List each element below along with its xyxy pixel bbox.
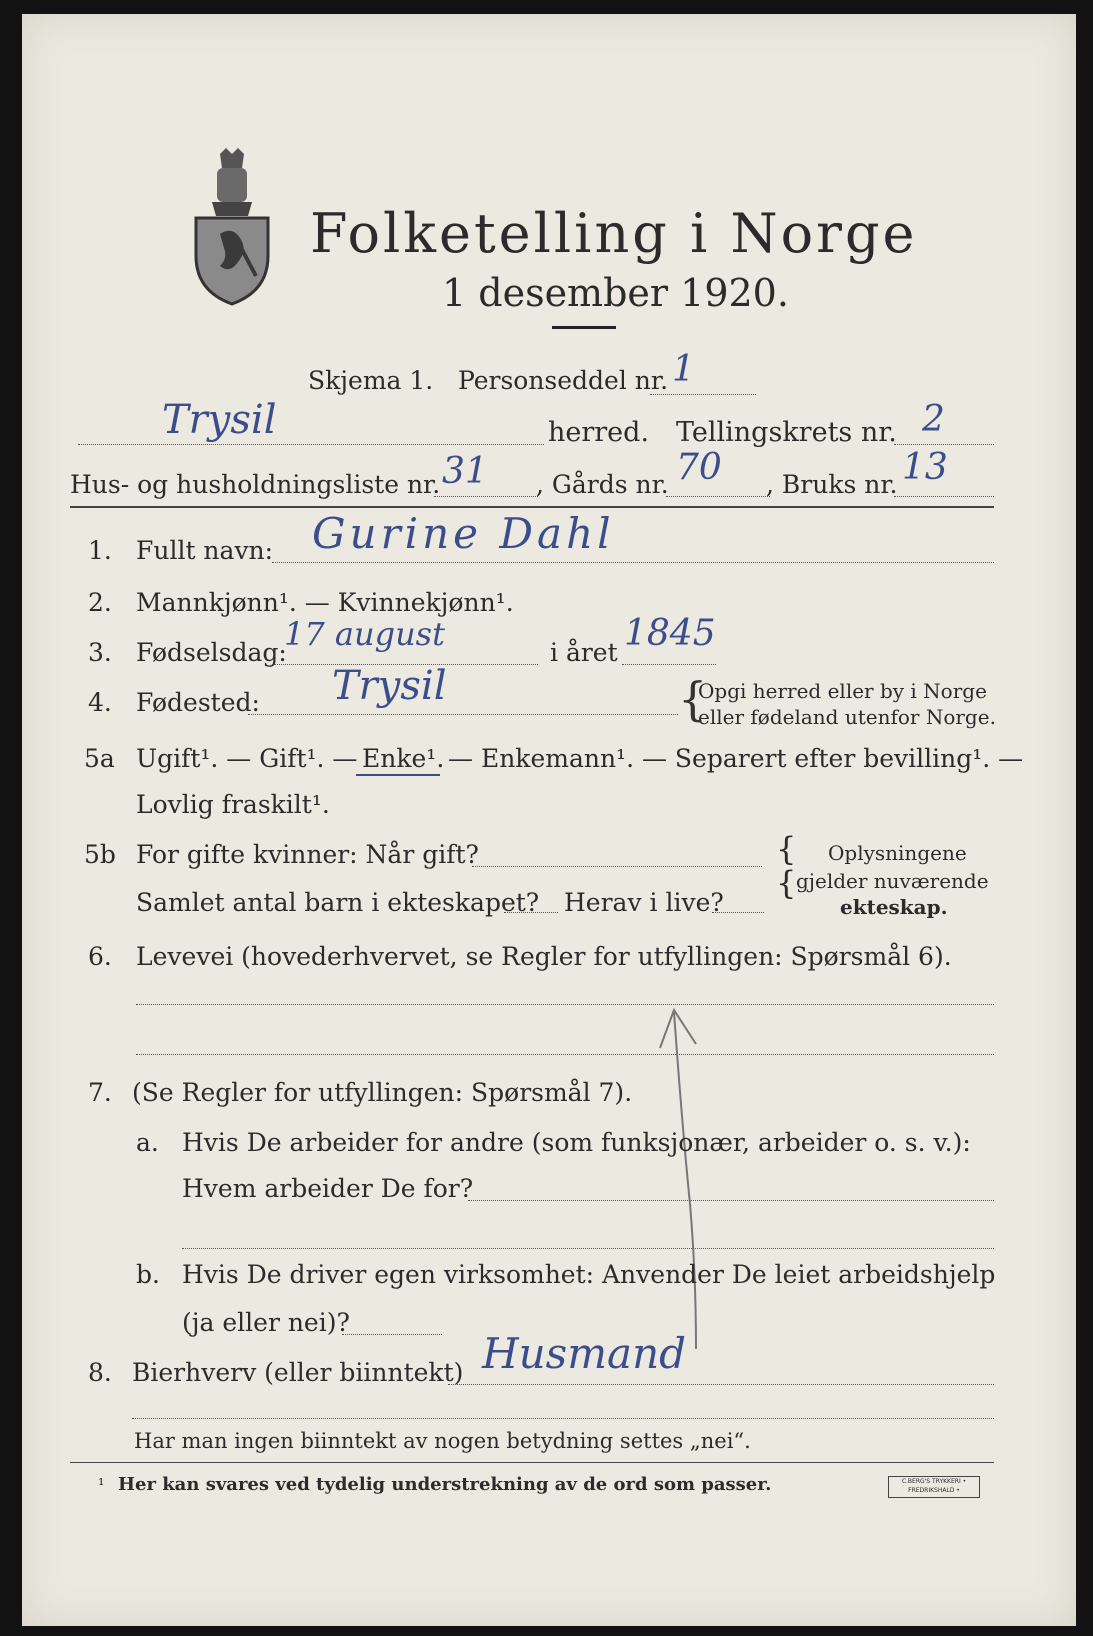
q6-line1	[136, 1004, 994, 1005]
tellingskrets-line	[894, 444, 994, 445]
printer-stamp-text: C.BERG'S TRYKKERI • FREDRIKSHALD •	[901, 1478, 967, 1494]
personseddel-label: Personseddel nr.	[458, 366, 669, 395]
personseddel-line	[650, 394, 756, 395]
footnote: Her kan svares ved tydelig understrekning av de ord som passer.	[118, 1474, 772, 1495]
q4-number: 4.	[88, 688, 112, 717]
q8-number: 8.	[88, 1358, 112, 1387]
husliste-line	[434, 496, 538, 497]
q1-label: Fullt navn:	[136, 536, 274, 565]
q7a-line2: Hvem arbeider De for?	[182, 1174, 474, 1203]
form-title: Folketelling i Norge	[310, 202, 918, 265]
q7a-letter: a.	[136, 1128, 159, 1157]
q7b-line1: Hvis De driver egen virksomhet: Anvender De leiet arbeidshjelp	[182, 1260, 996, 1289]
q7a-line1: Hvis De arbeider for andre (som funksjonær, arbeider o. s. v.):	[182, 1128, 971, 1157]
header-rule	[70, 506, 994, 508]
footer-rule	[70, 1462, 994, 1463]
q5b-barn: Samlet antal barn i ekteskapet?	[136, 888, 540, 917]
census-form	[22, 14, 1076, 1626]
printer-stamp	[888, 1476, 980, 1498]
q5b-line1: For gifte kvinner: Når gift?	[136, 840, 479, 869]
q5b-live: Herav i live?	[564, 888, 724, 917]
q6-label: Levevei (hovederhvervet, se Regler for utfyllingen: Spørsmål 6).	[136, 942, 952, 971]
census-date: 1 desember 1920.	[442, 271, 789, 315]
q5a-number: 5a	[84, 744, 115, 773]
q7b-letter: b.	[136, 1260, 160, 1289]
tellingskrets-label: Tellingskrets nr.	[676, 417, 897, 448]
q5b-number: 5b	[84, 840, 116, 869]
q3-label: Fødselsdag:	[136, 638, 287, 667]
husliste-label: Hus- og husholdningsliste nr.	[70, 470, 441, 499]
q7a-extra-line	[182, 1248, 994, 1249]
q5a-options-start: Ugift¹. — Gift¹. —	[136, 744, 358, 773]
herred-line	[78, 444, 544, 445]
gards-label: , Gårds nr.	[536, 470, 669, 499]
q7b-line	[342, 1334, 442, 1335]
q8-label: Bierhverv (eller biinntekt)	[132, 1358, 464, 1387]
husliste-value: 31	[442, 451, 488, 492]
footer-note: Har man ingen biinntekt av nogen betydning settes „nei“.	[134, 1429, 751, 1453]
q3-year-value: 1845	[624, 613, 716, 654]
q1-number: 1.	[88, 536, 112, 565]
q3-number: 3.	[88, 638, 112, 667]
gards-line	[666, 496, 770, 497]
bruks-label: , Bruks nr.	[766, 470, 898, 499]
q5a-options-end: — Enkemann¹. — Separert efter bevilling¹. —	[448, 744, 1024, 773]
q5a-fraskilt: Lovlig fraskilt¹.	[136, 790, 330, 819]
q4-note-line2: eller fødeland utenfor Norge.	[698, 705, 996, 729]
q5b-note-line1: Oplysningene	[828, 841, 967, 865]
q5b-gift-line	[472, 866, 762, 867]
enke-underline	[356, 774, 440, 776]
q3-year-label: i året	[550, 638, 618, 667]
bruks-line	[894, 496, 994, 497]
q5b-barn-line	[504, 912, 558, 913]
q6-line2	[136, 1054, 994, 1055]
q3-value: 17 august	[284, 615, 445, 653]
coat-of-arms-icon	[190, 146, 274, 306]
herred-label: herred.	[548, 417, 650, 448]
q2-number: 2.	[88, 588, 112, 617]
gards-value: 70	[676, 447, 722, 488]
q8-line	[448, 1384, 994, 1385]
q3-year-line	[622, 664, 716, 665]
q8-extra-line	[132, 1418, 994, 1419]
bruks-value: 13	[902, 447, 948, 488]
q2-label: Mannkjønn¹. — Kvinnekjønn¹.	[136, 588, 514, 617]
q4-note-line1: Opgi herred eller by i Norge	[698, 679, 987, 703]
q1-value: Gurine Dahl	[312, 509, 615, 558]
q5b-brace: { {	[776, 830, 797, 902]
q1-line	[272, 562, 994, 563]
tellingskrets-value: 2	[922, 399, 945, 440]
q7a-line	[468, 1200, 994, 1201]
q8-value: Husmand	[482, 1329, 687, 1378]
q4-note-brace: {	[678, 672, 708, 726]
schema-label: Skjema 1.	[308, 366, 434, 395]
q6-number: 6.	[88, 942, 112, 971]
footnote-mark: ¹	[98, 1475, 105, 1494]
q4-label: Fødested:	[136, 688, 260, 717]
herred-value: Trysil	[162, 397, 277, 443]
personseddel-value: 1	[672, 349, 695, 390]
q7-number: 7.	[88, 1078, 112, 1107]
q4-value: Trysil	[332, 663, 447, 709]
q5b-note-line3: ekteskap.	[840, 895, 948, 919]
q7b-line2: (ja eller nei)?	[182, 1308, 350, 1337]
pencil-arrow-mark	[652, 1004, 712, 1354]
q5a-selected-enke: Enke¹.	[362, 744, 445, 773]
q7-label: (Se Regler for utfyllingen: Spørsmål 7).	[132, 1078, 633, 1107]
q5b-live-line	[712, 912, 764, 913]
q4-line	[248, 714, 678, 715]
title-rule	[552, 326, 616, 329]
q5b-note-line2: gjelder nuværende	[796, 869, 989, 893]
